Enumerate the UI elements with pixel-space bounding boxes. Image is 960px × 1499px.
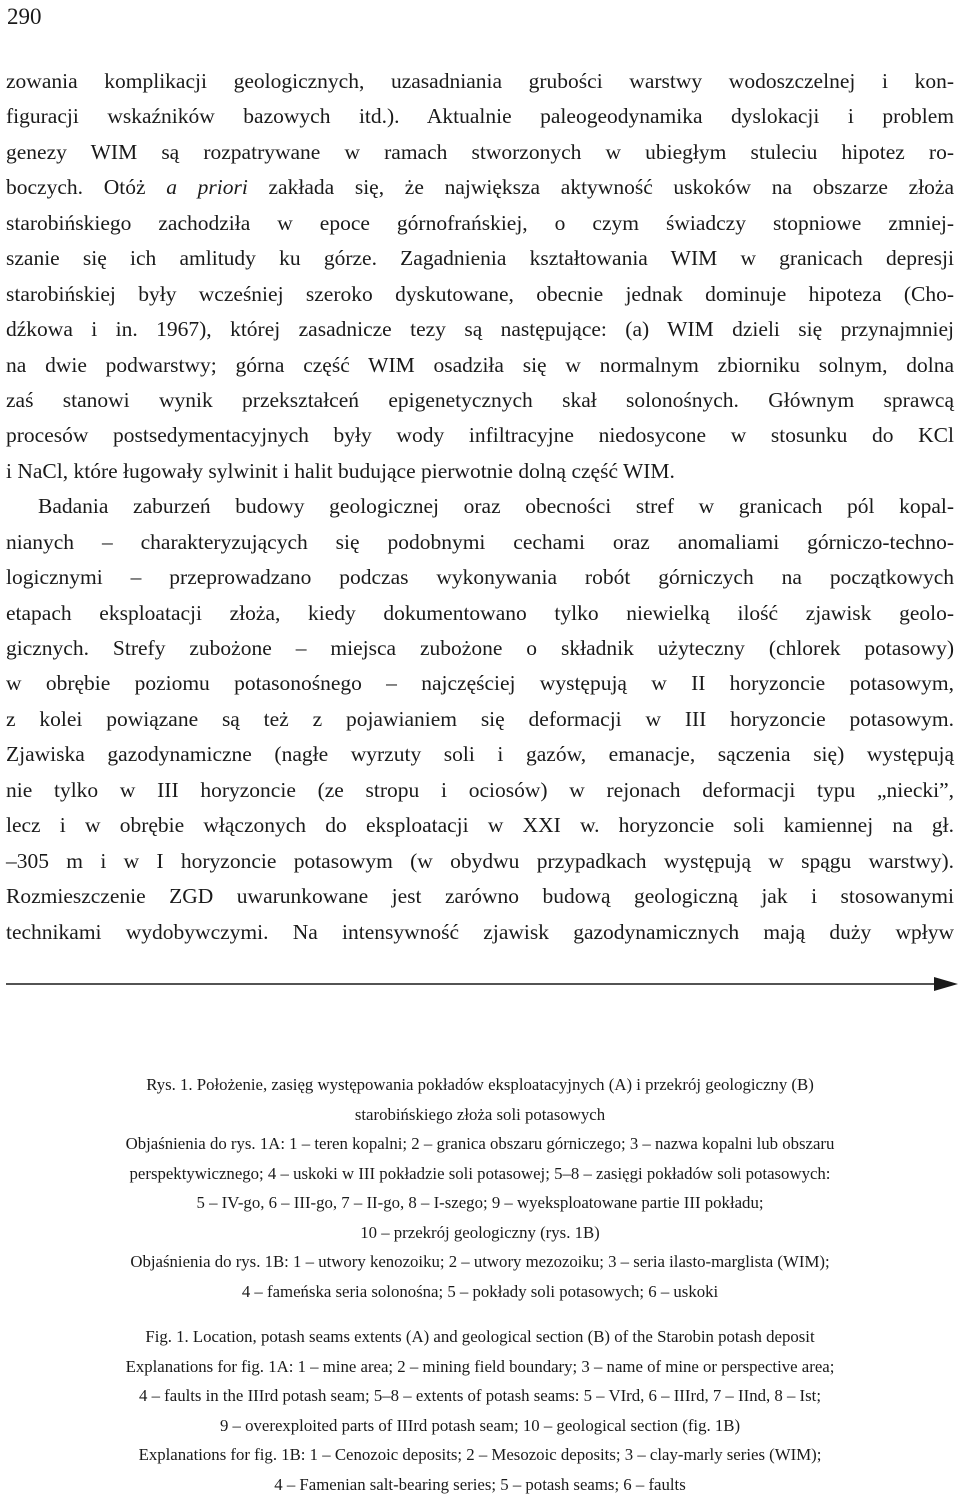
caption-line: 9 – overexploited parts of IIIrd potash seam; 10 – geological section (fig. 1B) — [0, 1411, 960, 1441]
text-line: i NaCl, które ługowały sylwinit i halit budujące pierwotnie dolną część WIM. — [6, 454, 954, 489]
text-line: Zjawiska gazodynamiczne (nagłe wyrzuty soli i gazów, emanacje, sączenia się) występują — [6, 737, 954, 772]
text-line — [6, 170, 954, 205]
text-line: nie tylko w III horyzoncie (ze stropu i ociosów) w rejonach deformacji typu „niecki”, — [6, 773, 954, 808]
figure-caption-english — [0, 1322, 960, 1499]
figure-caption-polish — [0, 1070, 960, 1306]
text-line: gicznych. Strefy zubożone – miejsca zubożone o składnik użyteczny (chlorek potasowy) — [6, 631, 954, 666]
text-line: Rozmieszczenie ZGD uwarunkowane jest zarówno budową geologiczną jak i stosowanymi — [6, 879, 954, 914]
text-line: figuracji wskaźników bazowych itd.). Aktualnie paleogeodynamika dyslokacji i problem — [6, 99, 954, 134]
text-line: technikami wydobywczymi. Na intensywność zjawisk gazodynamicznych mają duży wpływ — [6, 915, 954, 950]
body-text — [6, 64, 954, 950]
right-arrow-icon — [6, 974, 958, 994]
text-line: szanie się ich amlitudy ku górze. Zagadnienia kształtowania WIM w granicach depresji — [6, 241, 954, 276]
caption-line: Explanations for fig. 1A: 1 – mine area; 2 – mining field boundary; 3 – name of mine or perspective area; — [0, 1352, 960, 1382]
text-line: na dwie podwarstwy; górna część WIM osadziła się w normalnym zbiorniku solnym, dolna — [6, 348, 954, 383]
text-line: w obrębie poziomu potasonośnego – najczęściej występują w II horyzoncie potasowym, — [6, 666, 954, 701]
caption-line: 4 – fameńska seria solonośna; 5 – pokłady soli potasowych; 6 – uskoki — [0, 1277, 960, 1307]
caption-line: Rys. 1. Położenie, zasięg występowania pokładów eksploatacyjnych (A) i przekrój geologiczny (B) — [0, 1070, 960, 1100]
caption-line: 5 – IV-go, 6 – III-go, 7 – II-go, 8 – I-szego; 9 – wyeksploatowane partie III pokładu; — [0, 1188, 960, 1218]
caption-line: 4 – faults in the IIIrd potash seam; 5–8 – extents of potash seams: 5 – VIrd, 6 – IIIrd, 7 – IInd, 8 – Ist; — [0, 1381, 960, 1411]
text-line: procesów postsedymentacyjnych były wody infiltracyjne niedosycone w stosunku do KCl — [6, 418, 954, 453]
caption-line: Fig. 1. Location, potash seams extents (A) and geological section (B) of the Starobin potash deposit — [0, 1322, 960, 1352]
text-line: z kolei powiązane są też z pojawianiem się deformacji w III horyzoncie potasowym. — [6, 702, 954, 737]
text-line: nianych – charakteryzujących się podobnymi cechami oraz anomaliami górniczo-techno- — [6, 525, 954, 560]
caption-line: perspektywicznego; 4 – uskoki w III pokładzie soli potasowej; 5–8 – zasięgi pokładów soli potasowych: — [0, 1159, 960, 1189]
text-line: etapach eksploatacji złoża, kiedy dokumentowano tylko niewielką ilość zjawisk geolo- — [6, 596, 954, 631]
caption-line: Objaśnienia do rys. 1A: 1 – teren kopalni; 2 – granica obszaru górniczego; 3 – nazwa kopalni lub obszaru — [0, 1129, 960, 1159]
caption-line: starobińskiego złoża soli potasowych — [0, 1100, 960, 1130]
italic-phrase: a priori — [166, 175, 248, 199]
caption-line: 10 – przekrój geologiczny (rys. 1B) — [0, 1218, 960, 1248]
text-line: lecz i w obrębie włączonych do eksploatacji w XXI w. horyzoncie soli kamiennej na gł. — [6, 808, 954, 843]
text-line: starobińskiego zachodziła w epoce górnofrańskiej, o czym świadczy stopniowe zmniej- — [6, 206, 954, 241]
text-line-segment: boczych. Otóż — [6, 175, 166, 199]
text-line: starobińskiej były wcześniej szeroko dyskutowane, obecnie jednak dominuje hipoteza (Cho- — [6, 277, 954, 312]
caption-line: Objaśnienia do rys. 1B: 1 – utwory kenozoiku; 2 – utwory mezozoiku; 3 – seria ilasto-marglista (WIM); — [0, 1247, 960, 1277]
text-line: genezy WIM są rozpatrywane w ramach stworzonych w ubiegłym stuleciu hipotez ro- — [6, 135, 954, 170]
text-line: zaś stanowi wynik przekształceń epigenetycznych skał solonośnych. Głównym sprawcą — [6, 383, 954, 418]
caption-line: 4 – Famenian salt-bearing series; 5 – potash seams; 6 – faults — [0, 1470, 960, 1499]
text-line: logicznymi – przeprowadzano podczas wykonywania robót górniczych na początkowych — [6, 560, 954, 595]
text-line: –305 m i w I horyzoncie potasowym (w obydwu przypadkach występują w spągu warstwy). — [6, 844, 954, 879]
text-line: zowania komplikacji geologicznych, uzasadniania grubości warstwy wodoszczelnej i kon- — [6, 64, 954, 99]
text-line: dźkowa i in. 1967), której zasadnicze tezy są następujące: (a) WIM dzieli się przynajmniej — [6, 312, 954, 347]
page-number: 290 — [7, 3, 42, 31]
text-line-segment: zakłada się, że największa aktywność uskoków na obszarze złoża — [248, 175, 954, 199]
text-line: Badania zaburzeń budowy geologicznej oraz obecności stref w granicach pól kopal- — [6, 489, 954, 524]
caption-line: Explanations for fig. 1B: 1 – Cenozoic deposits; 2 – Mesozoic deposits; 3 – clay-marly series (WIM); — [0, 1440, 960, 1470]
